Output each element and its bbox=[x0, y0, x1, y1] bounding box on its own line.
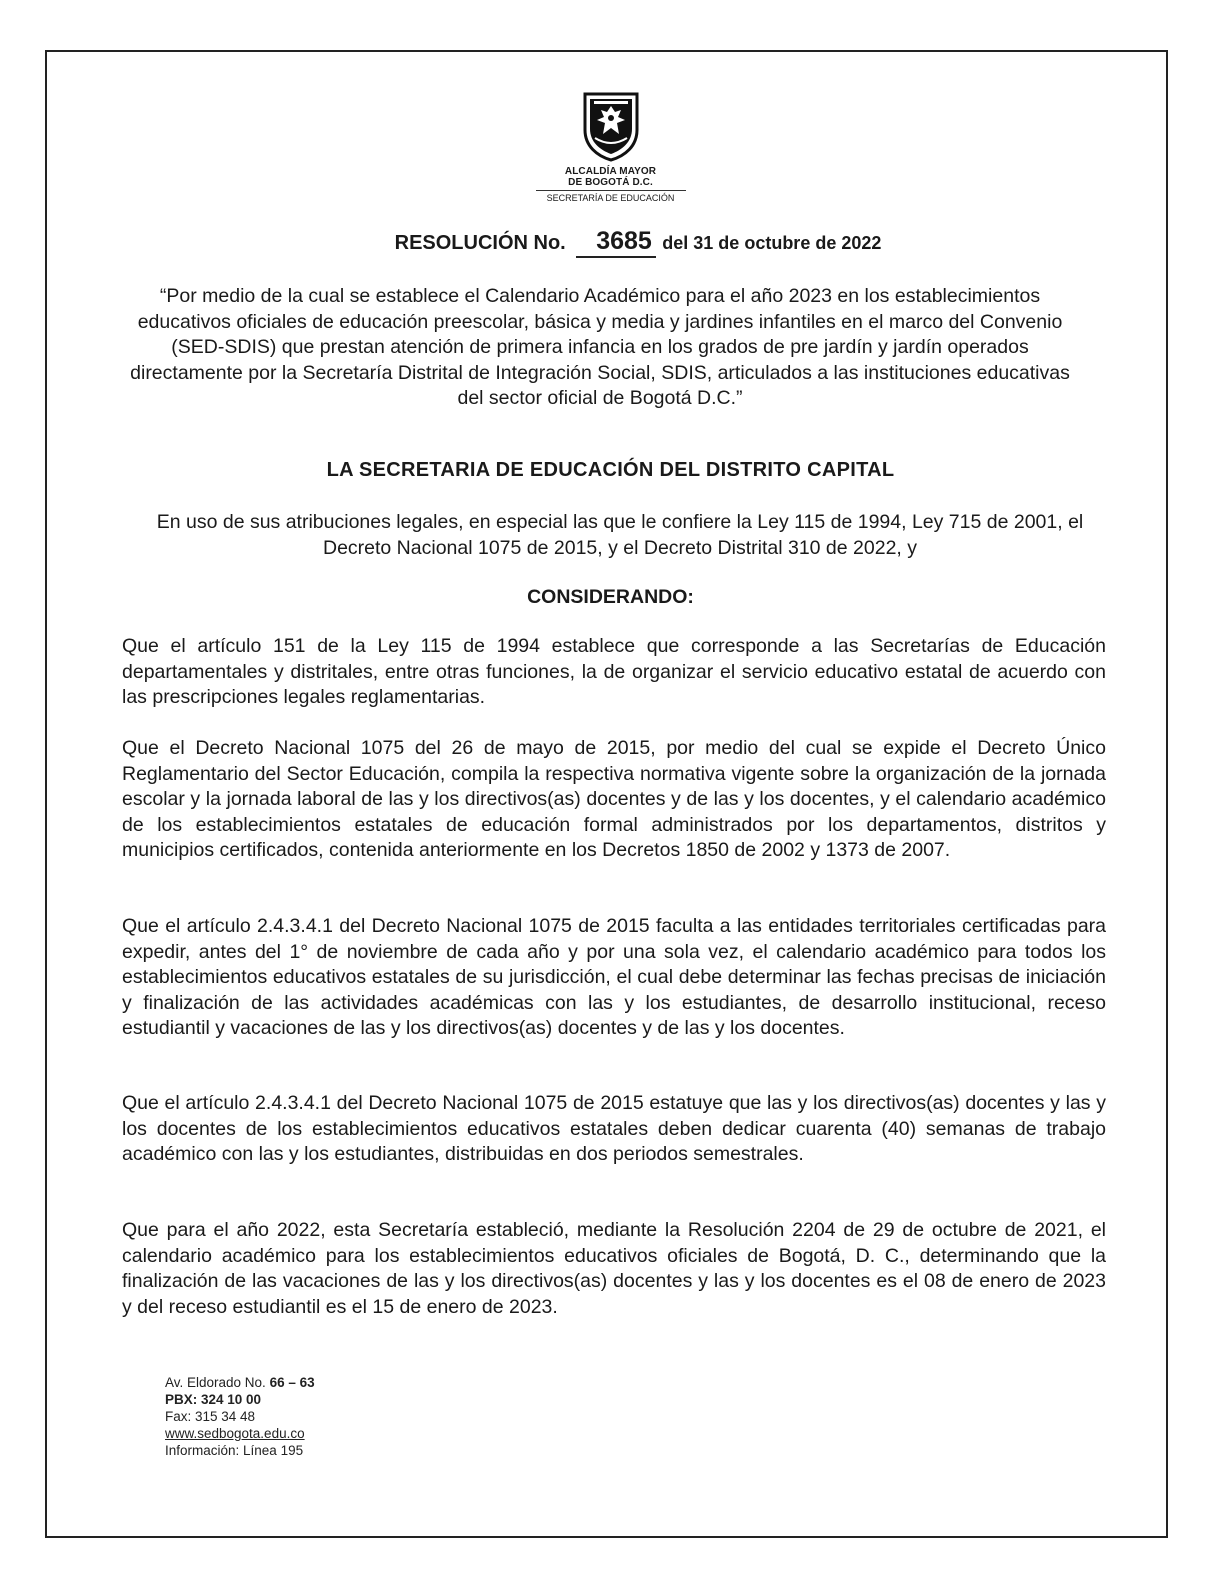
resolution-label: RESOLUCIÓN No. bbox=[394, 232, 566, 254]
footer-info: Información: Línea 195 bbox=[165, 1443, 304, 1458]
logo-line-bogota: DE BOGOTÁ D.C. bbox=[568, 177, 653, 188]
logo-line-secretaria: SECRETARÍA DE EDUCACIÓN bbox=[546, 193, 675, 203]
footer-address bbox=[165, 1374, 315, 1391]
footer-address-label: Av. Eldorado No. bbox=[165, 1375, 266, 1390]
bogota-coat-of-arms-icon bbox=[581, 90, 641, 162]
logo-line-alcaldia: ALCALDÍA MAYOR bbox=[564, 166, 657, 177]
considerando-paragraph: Que el artículo 151 de la Ley 115 de 1994 establece que corresponde a las Secretarías de Educación departamentales y distritales, entre otras funciones, la de organizar el servicio educativo estatal de acuerdo con las prescripciones legales reglamentarias. bbox=[122, 635, 1106, 708]
resolution-heading bbox=[0, 226, 1221, 258]
intro-paragraph: En uso de sus atribuciones legales, en especial las que le confiere la Ley 115 de 1994, Ley 715 de 2001, el Decreto Nacional 1075 de 2015, y el Decreto Distrital 310 de 2022, y bbox=[156, 511, 1084, 559]
authority-heading: LA SECRETARIA DE EDUCACIÓN DEL DISTRITO CAPITAL bbox=[326, 459, 895, 481]
resolution-date: del 31 de octubre de 2022 bbox=[662, 233, 882, 253]
footer-website-link[interactable]: www.sedbogota.edu.co bbox=[165, 1426, 305, 1441]
considerando-paragraph: Que el artículo 2.4.3.4.1 del Decreto Nacional 1075 de 2015 faculta a las entidades territoriales certificadas para expedir, antes del 1° de noviembre de cada año y por una sola vez, el calendario académico para todos los establecimientos educativos estatales de su jurisdicción, el cual debe determinar las fechas precisas de iniciación y finalización de las actividades académicas con las y los estudiantes, de desarrollo institucional, receso estudiantil y vacaciones de las y los directivos(as) docentes y de las y los docentes. bbox=[122, 915, 1106, 1039]
considerando-heading: CONSIDERANDO: bbox=[527, 586, 694, 608]
footer-contact bbox=[165, 1374, 315, 1459]
footer-fax: Fax: 315 34 48 bbox=[165, 1409, 256, 1424]
header-logo-block bbox=[0, 90, 1221, 203]
considerando-paragraph: Que el Decreto Nacional 1075 del 26 de mayo de 2015, por medio del cual se expide el Decreto Único Reglamentario del Sector Educación, compila la respectiva normativa vigente sobre la organización de la jornada escolar y la jornada laboral de las y los directivos(as) docentes y de las y los docentes, y el calendario académico de los establecimientos estatales de educación formal administrados por los departamentos, distritos y municipios certificados, contenida anteriormente en los Decretos 1850 de 2002 y 1373 de 2007. bbox=[122, 737, 1106, 861]
footer-address-number: 66 – 63 bbox=[269, 1375, 315, 1390]
footer-pbx: PBX: 324 10 00 bbox=[165, 1392, 262, 1407]
logo-divider bbox=[536, 190, 686, 191]
resolution-title: “Por medio de la cual se establece el Calendario Académico para el año 2023 en los establecimientos educativos oficiales de educación preescolar, básica y media y jardines infantiles en el marco del Convenio (SED-SDIS) que prestan atención de primera infancia en los grados de pre jardín y jardín operados directamente por la Secretaría Distrital de Integración Social, SDIS, articulados a las instituciones educativas del sector oficial de Bogotá D.C.” bbox=[130, 285, 1070, 409]
resolution-number: 3685 bbox=[576, 226, 656, 258]
considerando-paragraph: Que para el año 2022, esta Secretaría estableció, mediante la Resolución 2204 de 29 de octubre de 2021, el calendario académico para los establecimientos educativos oficiales de Bogotá, D. C., determinando que la finalización de las vacaciones de las y los directivos(as) docentes y las y los docentes es el 08 de enero de 2023 y del receso estudiantil es el 15 de enero de 2023. bbox=[122, 1219, 1106, 1318]
considerando-paragraph: Que el artículo 2.4.3.4.1 del Decreto Nacional 1075 de 2015 estatuye que las y los directivos(as) docentes y las y los docentes de los establecimientos educativos estatales deben dedicar cuarenta (40) semanas de trabajo académico con las y los estudiantes, distribuidas en dos periodos semestrales. bbox=[122, 1092, 1106, 1165]
